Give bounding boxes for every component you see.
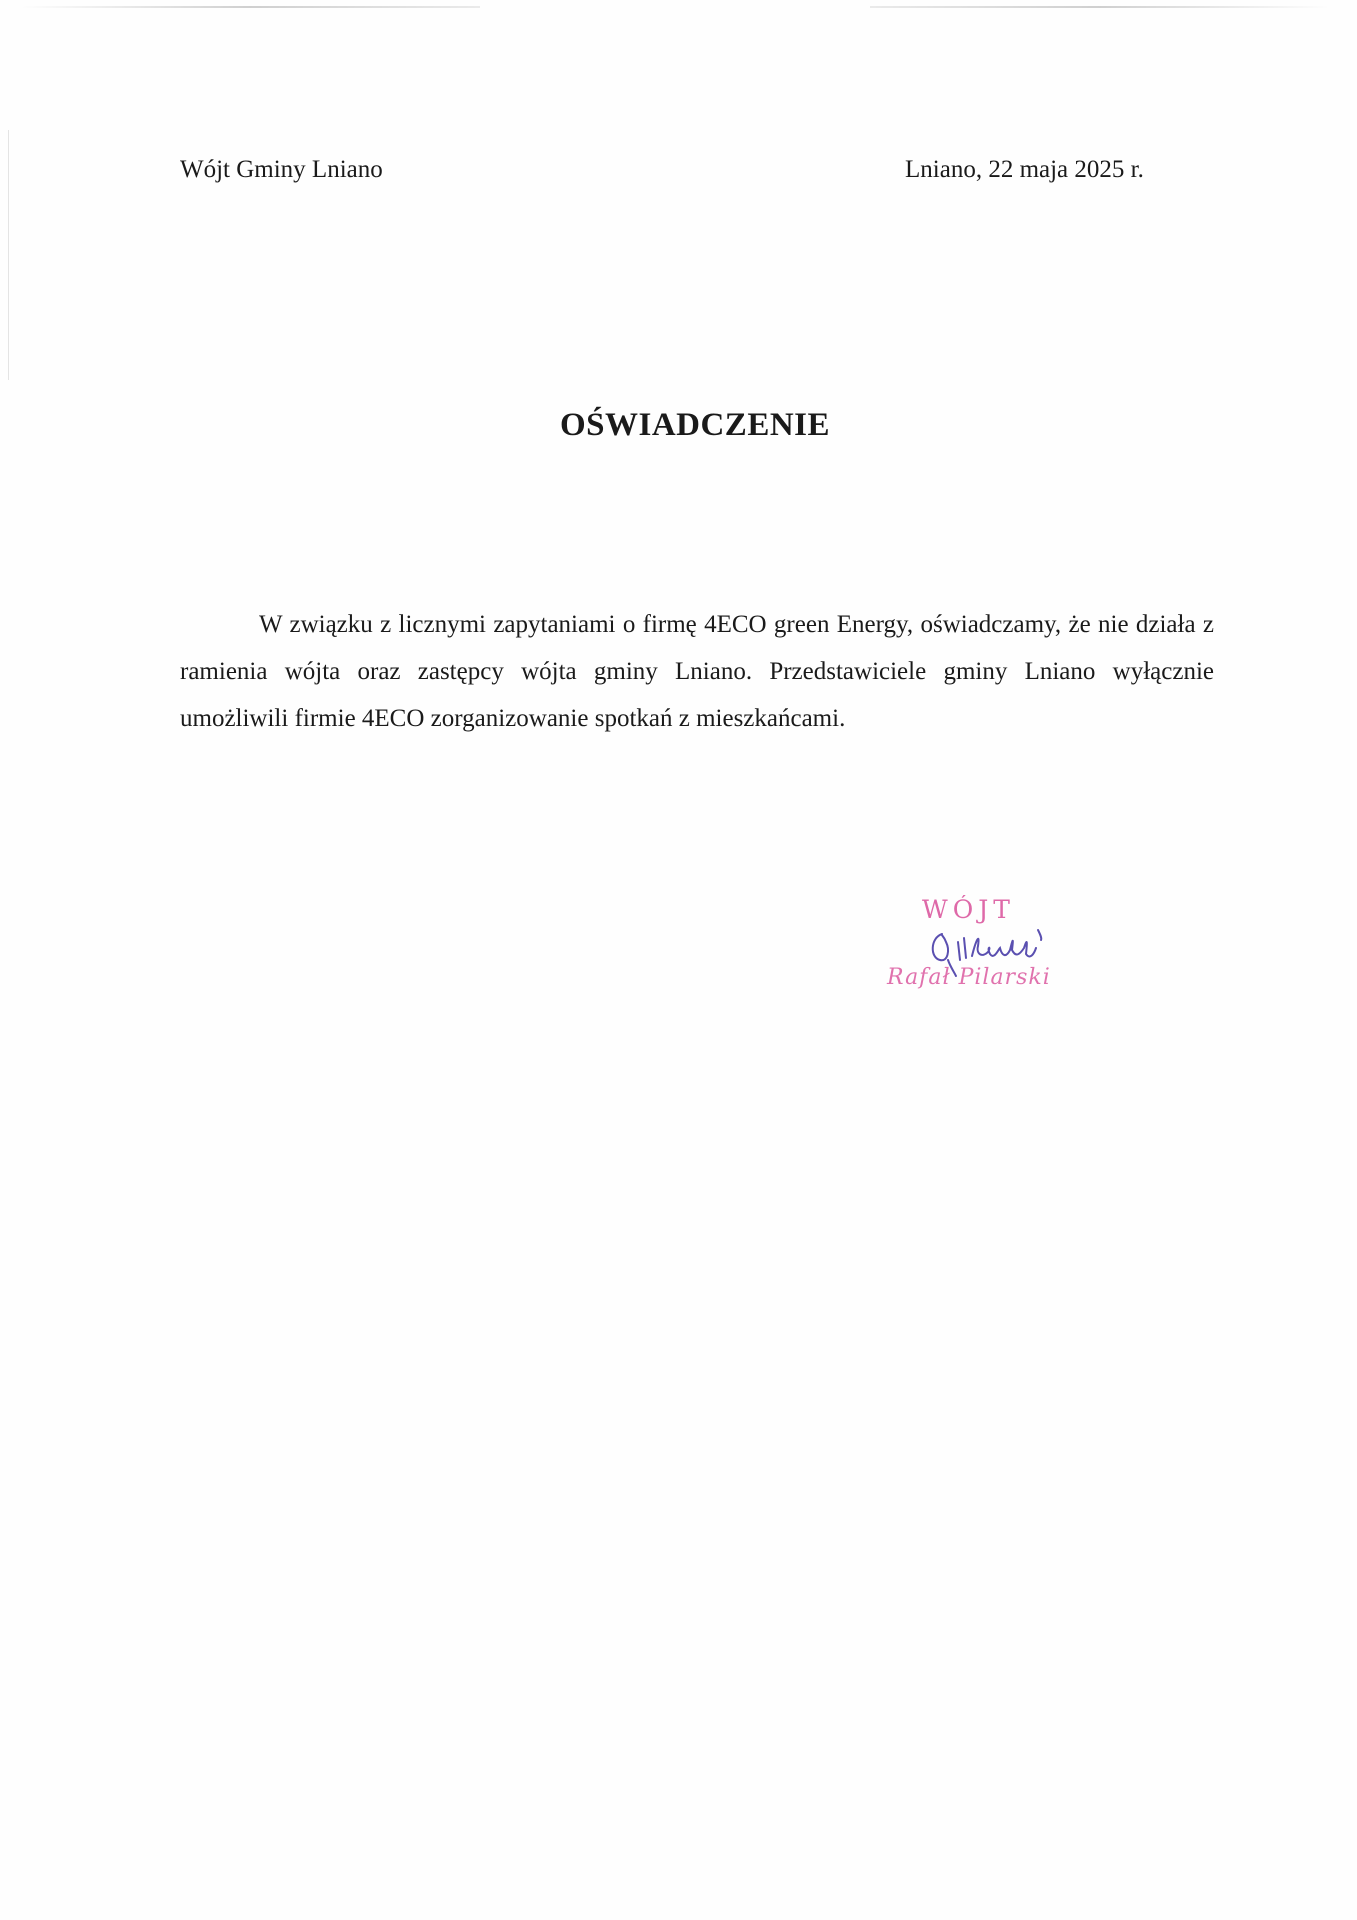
scan-artifact-top-left xyxy=(20,6,480,8)
stamp-title: WÓJT xyxy=(922,895,1015,924)
place-date-line: Lniano, 22 maja 2025 r. xyxy=(905,156,1144,183)
document-title: OŚWIADCZENIE xyxy=(559,407,831,443)
scan-artifact-top-right xyxy=(870,6,1330,8)
stamp-name: Rafał Pilarski xyxy=(887,965,1051,990)
statement-paragraph: W związku z licznymi zapytaniami o firmę 4ECO green Energy, oświadczamy, że nie działa z ramienia wójta oraz zastępcy wójta gminy Lniano. Przedstawiciele gminy Lniano wyłącznie umożliwili firmie 4ECO zorganizowanie spotkań z mieszkańcami. xyxy=(180,611,1214,732)
scan-artifact-left xyxy=(8,130,9,380)
sender-line: Wójt Gminy Lniano xyxy=(180,156,383,183)
official-stamp xyxy=(880,895,1090,1005)
